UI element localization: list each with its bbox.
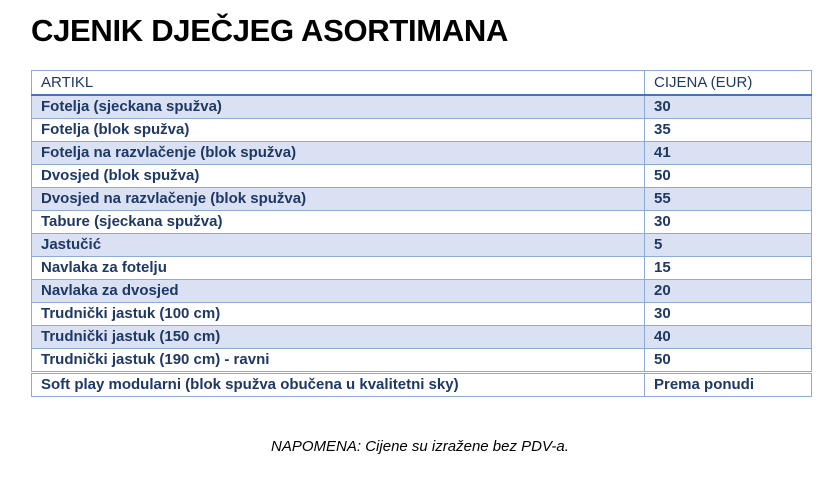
table-row xyxy=(32,280,812,303)
table-row xyxy=(32,303,812,326)
table-row xyxy=(32,188,812,211)
item-cell: Dvosjed (blok spužva) xyxy=(32,165,645,188)
price-cell: 30 xyxy=(645,303,812,326)
table-row-total xyxy=(32,373,812,397)
table-row xyxy=(32,119,812,142)
item-cell: Tabure (sjeckana spužva) xyxy=(32,211,645,234)
price-cell: 30 xyxy=(645,211,812,234)
item-cell: Fotelja (sjeckana spužva) xyxy=(32,95,645,119)
item-cell: Trudnički jastuk (100 cm) xyxy=(32,303,645,326)
item-cell: Navlaka za dvosjed xyxy=(32,280,645,303)
table-row xyxy=(32,234,812,257)
column-header-price: CIJENA (EUR) xyxy=(645,71,812,96)
item-cell: Fotelja na razvlačenje (blok spužva) xyxy=(32,142,645,165)
item-cell: Soft play modularni (blok spužva obučena u kvalitetni sky) xyxy=(32,373,645,397)
table-row xyxy=(32,142,812,165)
price-cell: 50 xyxy=(645,165,812,188)
price-cell: 20 xyxy=(645,280,812,303)
table-header-row xyxy=(32,71,812,96)
price-cell: 35 xyxy=(645,119,812,142)
table-row xyxy=(32,257,812,280)
table-row xyxy=(32,349,812,373)
table-row xyxy=(32,326,812,349)
item-cell: Navlaka za fotelju xyxy=(32,257,645,280)
table-row xyxy=(32,211,812,234)
item-cell: Trudnički jastuk (150 cm) xyxy=(32,326,645,349)
price-cell: 40 xyxy=(645,326,812,349)
price-cell: 30 xyxy=(645,95,812,119)
price-cell: 15 xyxy=(645,257,812,280)
price-cell: 5 xyxy=(645,234,812,257)
footnote: NAPOMENA: Cijene su izražene bez PDV-a. xyxy=(271,438,569,455)
price-table xyxy=(31,70,812,397)
table-row xyxy=(32,165,812,188)
price-cell: 41 xyxy=(645,142,812,165)
item-cell: Jastučić xyxy=(32,234,645,257)
price-cell: 50 xyxy=(645,349,812,373)
item-cell: Trudnički jastuk (190 cm) - ravni xyxy=(32,349,645,373)
table-row xyxy=(32,95,812,119)
column-header-item: ARTIKL xyxy=(32,71,645,96)
page-title: CJENIK DJEČJEG ASORTIMANA xyxy=(31,13,509,48)
price-cell: Prema ponudi xyxy=(645,373,812,397)
item-cell: Dvosjed na razvlačenje (blok spužva) xyxy=(32,188,645,211)
price-cell: 55 xyxy=(645,188,812,211)
item-cell: Fotelja (blok spužva) xyxy=(32,119,645,142)
